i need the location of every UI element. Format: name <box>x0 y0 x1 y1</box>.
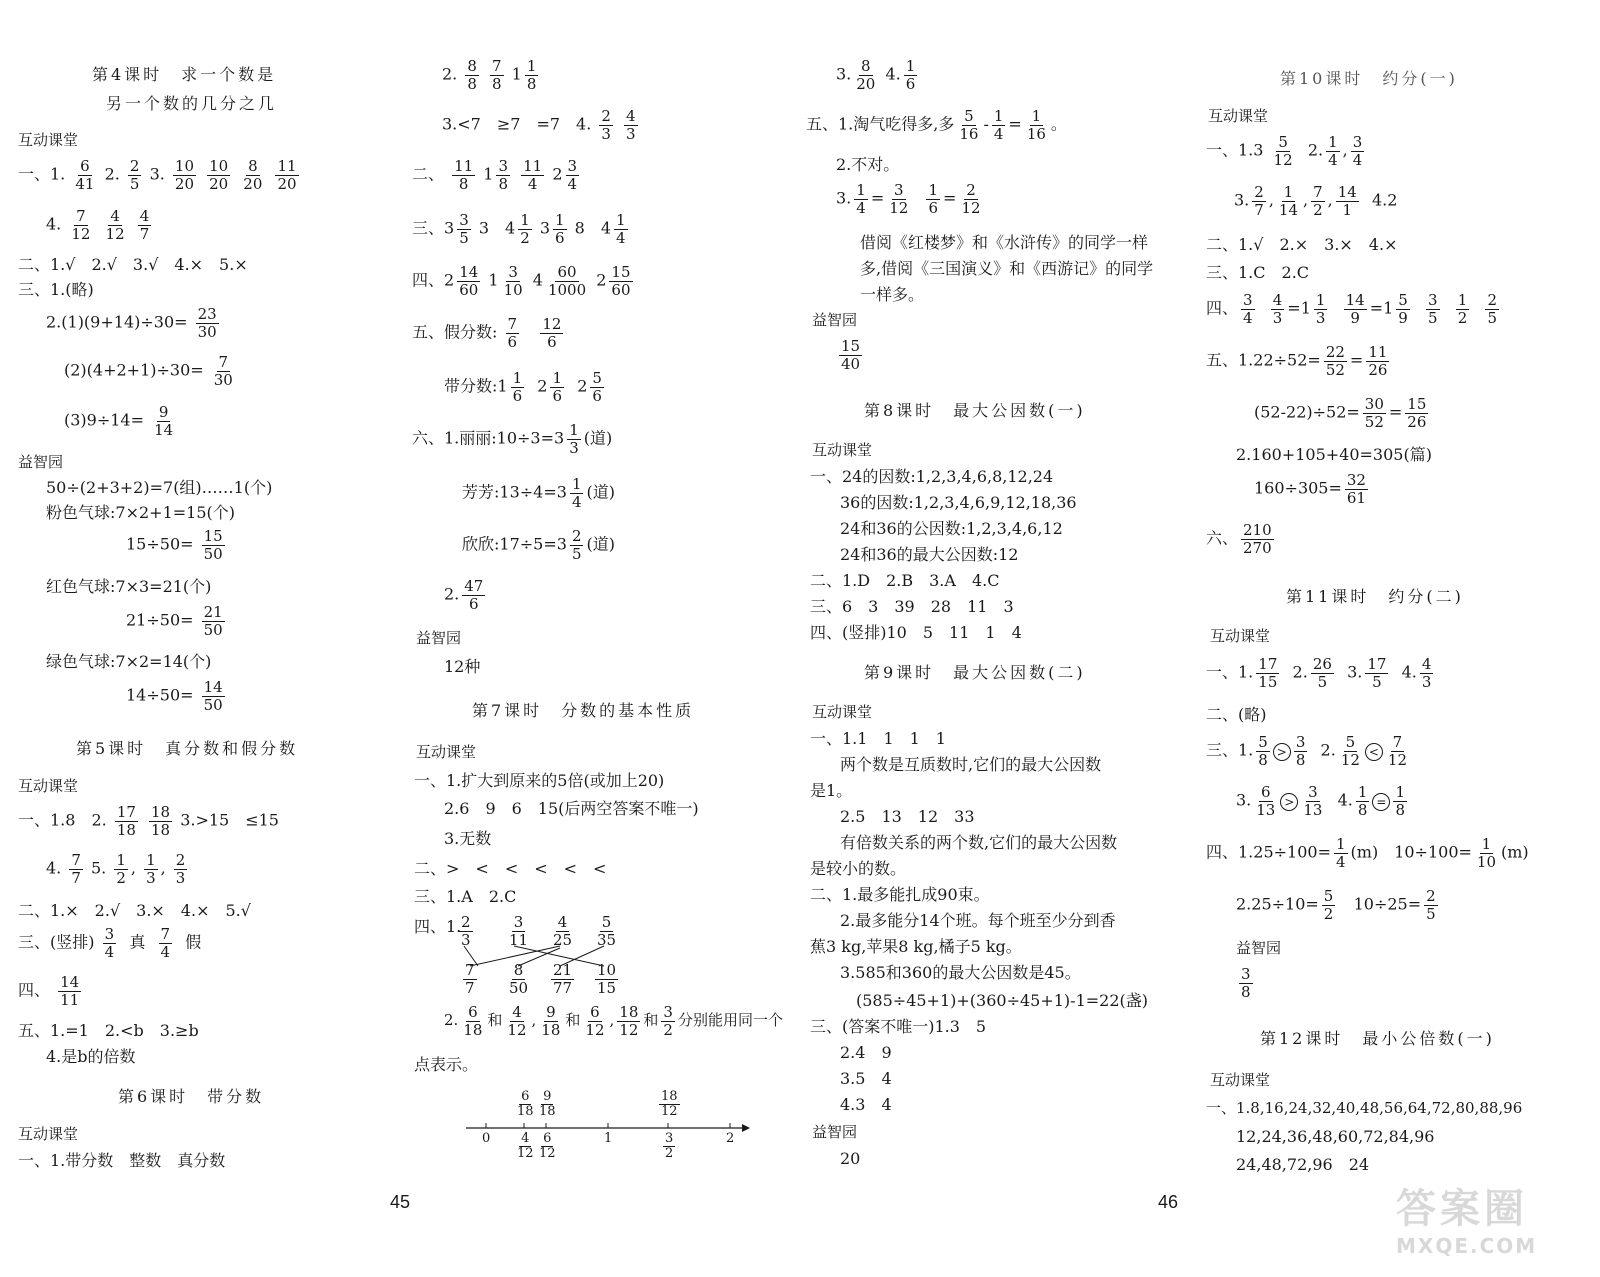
section-header: 互动课堂 <box>812 441 873 459</box>
answer-line: 4.是b的倍数 <box>46 1047 136 1066</box>
answer-line: 一、1.8,16,24,32,40,48,56,64,72,80,88,96 <box>1206 1099 1523 1117</box>
answer-line: 四、 $\frac{3}{4}$ $\frac{4}{3}$ =1 $\frac{1}{3}$ $\frac{14}{9}$ =1 $\frac{5}{9}$ $\frac{3}{5}$ $\frac{1}{2}$ $\frac{2}{5}$ <box>1206 291 1497 327</box>
answer-line: 四、1.25÷100= $\frac{1}{4}$ (m) 10÷100= $\frac{1}{10}$ (m) <box>1206 835 1529 871</box>
answer-line: 2.25÷10= $\frac{5}{2}$ 10÷25= $\frac{2}{5}$ <box>1236 887 1436 923</box>
answer-line: 一、1.带分数 整数 真分数 <box>18 1151 226 1170</box>
answer-line: (2)(4+2+1)÷30= $\frac{7}{30}$ <box>64 353 233 389</box>
section-header: 互动课堂 <box>18 1125 79 1143</box>
answer-line: 粉色气球:7×2+1=15(个) <box>46 503 235 522</box>
page-number-left: 45 <box>390 1192 411 1212</box>
match-bot-1: $\frac{7}{7}$ <box>465 961 475 997</box>
answer-line: 三、1.(略) <box>18 280 94 299</box>
match-bot-3: $\frac{21}{77}$ <box>553 961 573 997</box>
answer-line: 三、(答案不唯一)1.3 5 <box>810 1017 987 1036</box>
answer-line: 50÷(2+3+2)=7(组)……1(个) <box>46 478 273 497</box>
answer-line: 160÷305= $\frac{32}{61}$ <box>1254 471 1366 507</box>
lesson-11-title: 第11课时 约分(二) <box>1286 587 1464 606</box>
matching-diagram <box>456 913 626 997</box>
answer-line: 一、1.1 1 1 1 <box>810 729 946 748</box>
answer-line: 带分数:1 $\frac{1}{6}$ 2 $\frac{1}{6}$ 2 $\frac{5}{6}$ <box>444 369 602 405</box>
answer-line: 2.4 9 <box>840 1043 892 1062</box>
answer-line: $\frac{15}{40}$ <box>841 337 861 373</box>
answer-line: 3.585和360的最大公因数是45。 <box>840 963 1081 982</box>
tick-label-1: 1 <box>604 1131 613 1146</box>
answer-line: 芳芳:13÷4=3 $\frac{1}{4}$ (道) <box>462 475 615 511</box>
answer-line: 14÷50= $\frac{14}{50}$ <box>126 678 223 714</box>
answer-line: 3. $\frac{8}{20}$ 4. $\frac{1}{6}$ <box>836 57 916 93</box>
answer-line: $\frac{3}{8}$ <box>1241 965 1251 1001</box>
answer-line: 绿色气球:7×2=14(个) <box>46 652 212 671</box>
match-top-2: $\frac{3}{11}$ <box>509 913 529 949</box>
match-top-4: $\frac{5}{35}$ <box>597 913 617 949</box>
right-page <box>800 0 1600 1277</box>
nl-bot-label: $\frac{4}{12}$ <box>517 1131 534 1162</box>
answer-line: 一、1.3 $\frac{5}{12}$ 2. $\frac{1}{4}$ , $\frac{3}{4}$ <box>1206 133 1363 169</box>
section-header: 益智园 <box>416 629 462 647</box>
section-header: 互动课堂 <box>1210 1071 1271 1089</box>
answer-line: 点表示。 <box>414 1055 479 1074</box>
answer-line: (585÷45+1)+(360÷45+1)-1=22(盏) <box>856 991 1148 1010</box>
answer-line: 两个数是互质数时,它们的最大公因数 <box>840 755 1102 774</box>
answer-line: 21÷50= $\frac{21}{50}$ <box>126 603 223 639</box>
answer-line: 20 <box>840 1149 861 1168</box>
lesson-5-title: 第5课时 真分数和假分数 <box>76 739 299 758</box>
answer-line: 一、1.8 2. $\frac{17}{18}$ $\frac{18}{18}$ 3.>15 ≤15 <box>18 803 279 839</box>
page-number-right: 46 <box>1158 1192 1179 1212</box>
lesson-7-title: 第7课时 分数的基本性质 <box>472 701 695 720</box>
watermark-en: MXQE.COM <box>1396 1234 1538 1258</box>
answer-line: 四、 $\frac{14}{11}$ <box>18 973 80 1009</box>
compare-circle: > <box>1273 743 1291 761</box>
compare-circle: < <box>1365 743 1383 761</box>
answer-line: 24和36的公因数:1,2,3,4,6,12 <box>840 519 1063 538</box>
answer-line: 二、1.× 2.√ 3.× 4.× 5.√ <box>18 901 251 920</box>
answer-line: 4.3 4 <box>840 1095 892 1114</box>
answer-line: 六、1.丽丽:10÷3=3 $\frac{1}{3}$ (道) <box>412 421 613 457</box>
nl-top-label: $\frac{6}{18}$ <box>517 1089 534 1120</box>
answer-line: 蕉3 kg,苹果8 kg,橘子5 kg。 <box>810 937 1022 956</box>
answer-line: 五、1.=1 2.<b 3.≥b <box>18 1021 199 1040</box>
section-header: 互动课堂 <box>812 703 873 721</box>
answer-line: 借阅《红楼梦》和《水浒传》的同学一样 <box>860 233 1149 252</box>
answer-line: 3.<7 ≥7 =7 4. $\frac{2}{3}$ $\frac{4}{3}$ <box>442 107 636 143</box>
answer-line: 12,24,36,48,60,72,84,96 <box>1236 1127 1435 1146</box>
answer-line: 24和36的最大公因数:12 <box>840 545 1019 564</box>
watermark <box>1396 1177 1576 1257</box>
answer-line: 四、(竖排)10 5 11 1 4 <box>810 623 1022 642</box>
answer-line: 六、 $\frac{210}{270}$ <box>1206 521 1272 557</box>
answer-line: 15÷50= $\frac{15}{50}$ <box>126 527 223 563</box>
answer-line: 三、6 3 39 28 11 3 <box>810 597 1014 616</box>
answer-line: 3. $\frac{2}{7}$ , $\frac{1}{14}$ , $\frac{7}{2}$ , $\frac{14}{1}$ 4.2 <box>1234 183 1398 219</box>
lesson-10-title: 第10课时 约分(一) <box>1280 69 1458 88</box>
answer-line: 一样多。 <box>860 285 925 304</box>
lesson-8-title: 第8课时 最大公因数(一) <box>864 401 1086 420</box>
answer-line: (3)9÷14= $\frac{9}{14}$ <box>64 403 174 439</box>
answer-line: 是1。 <box>810 781 853 800</box>
answer-line: 2.(1)(9+14)÷30= $\frac{23}{30}$ <box>46 305 217 341</box>
answer-line: 一、1. $\frac{6}{41}$ 2. $\frac{2}{5}$ 3. $\frac{10}{20}$ $\frac{10}{20}$ $\frac{8}{20}$ $\frac{11}{20}$ <box>18 157 297 193</box>
answer-line: 24,48,72,96 24 <box>1236 1155 1370 1174</box>
answer-line: 2. $\frac{47}{6}$ <box>444 577 484 613</box>
answer-line: 2.最多能分14个班。每个班至少分到香 <box>840 911 1116 930</box>
answer-line: 一、24的因数:1,2,3,4,6,8,12,24 <box>810 467 1054 486</box>
nl-top-label: $\frac{18}{12}$ <box>661 1089 678 1120</box>
match-bot-4: $\frac{10}{15}$ <box>597 961 617 997</box>
section-header: 互动课堂 <box>1210 627 1271 645</box>
tick-label-2: 2 <box>726 1131 735 1146</box>
section-header: 互动课堂 <box>18 777 79 795</box>
answer-line: 3.5 4 <box>840 1069 892 1088</box>
answer-line: 五、1.淘气吃得多,多 $\frac{5}{16}$ - $\frac{1}{4}$ = $\frac{1}{16}$ 。 <box>806 107 1067 143</box>
number-line <box>462 1090 752 1166</box>
answer-line: 2.5 13 12 33 <box>840 807 975 826</box>
lesson-4-title-line1: 第4课时 求一个数是 <box>92 65 277 84</box>
answer-line: 四、2 $\frac{14}{60}$ 1 $\frac{3}{10}$ 4 $\frac{60}{1000}$ 2 $\frac{15}{60}$ <box>412 263 631 299</box>
answer-line: 是较小的数。 <box>810 859 907 878</box>
section-header: 互动课堂 <box>416 743 477 761</box>
match-top-3: $\frac{4}{25}$ <box>553 913 573 949</box>
answer-line: 红色气球:7×3=21(个) <box>46 577 212 596</box>
answer-line: (52-22)÷52= $\frac{30}{52}$ = $\frac{15}{26}$ <box>1254 395 1427 431</box>
answer-line: 一、1.扩大到原来的5倍(或加上20) <box>414 771 665 790</box>
answer-line: 三、1.A 2.C <box>414 887 517 906</box>
answer-line: 多,借阅《三国演义》和《西游记》的同学 <box>860 259 1154 278</box>
nl-top-label: $\frac{9}{18}$ <box>539 1089 556 1120</box>
answer-line: 三、3 $\frac{3}{5}$ 3 4 $\frac{1}{2}$ 3 $\frac{1}{6}$ 8 4 $\frac{1}{4}$ <box>412 211 626 247</box>
answer-line: 3.无数 <box>444 829 492 848</box>
lesson-4-title-line2: 另一个数的几分之几 <box>106 94 278 113</box>
section-header: 益智园 <box>18 453 64 471</box>
axis-arrow <box>742 1124 750 1132</box>
answer-line: 2. $\frac{6}{18}$ 和 $\frac{4}{12}$ , $\frac{9}{18}$ 和 $\frac{6}{12}$ , $\frac{18}{12}$ 和 $\frac{3}{2}$ 分别能用同一个 <box>444 1003 783 1039</box>
lesson-6-title: 第6课时 带分数 <box>118 1087 265 1106</box>
nl-bot-label: $\frac{3}{2}$ <box>665 1131 674 1162</box>
answer-line: 12种 <box>444 657 481 676</box>
lesson-12-title: 第12课时 最小公倍数(一) <box>1260 1029 1495 1048</box>
answer-line: 二、> < < < < < <box>414 859 607 878</box>
answer-line: 36的因数:1,2,3,4,6,9,12,18,36 <box>840 493 1077 512</box>
answer-line: 二、1.D 2.B 3.A 4.C <box>810 571 1000 590</box>
match-bot-2: $\frac{8}{50}$ <box>509 961 529 997</box>
answer-line: 4. $\frac{7}{12}$ $\frac{4}{12}$ $\frac{4}{7}$ <box>46 207 150 243</box>
nl-bot-label: $\frac{6}{12}$ <box>539 1131 556 1162</box>
watermark-cn: 答案圈 <box>1396 1186 1528 1232</box>
answer-line: 五、1.22÷52= $\frac{22}{52}$ = $\frac{11}{26}$ <box>1206 343 1388 379</box>
answer-line: 4. $\frac{7}{7}$ 5. $\frac{1}{2}$ , $\frac{1}{3}$ , $\frac{2}{3}$ <box>46 851 186 887</box>
answer-line: 五、假分数: $\frac{7}{6}$ $\frac{12}{6}$ <box>412 315 562 351</box>
answer-line: 2.6 9 6 15(后两空答案不唯一) <box>444 799 699 818</box>
answer-line: 2.160+105+40=305(篇) <box>1236 445 1432 464</box>
answer-line: 一、1. $\frac{17}{15}$ 2. $\frac{26}{5}$ 3. $\frac{17}{5}$ 4. $\frac{4}{3}$ <box>1206 655 1432 691</box>
section-header: 互动课堂 <box>18 131 79 149</box>
answer-line: 二、1.最多能扎成90束。 <box>810 885 990 904</box>
answer-line: 2.不对。 <box>836 155 900 174</box>
answer-line: 欣欣:17÷5=3 $\frac{2}{5}$ (道) <box>462 527 615 563</box>
answer-line: 二、(略) <box>1206 705 1267 724</box>
section-header: 益智园 <box>812 311 858 329</box>
answer-line: 三、(竖排) $\frac{3}{4}$ 真 $\frac{7}{4}$ 假 <box>18 925 202 961</box>
answer-line: 有倍数关系的两个数,它们的最大公因数 <box>840 833 1118 852</box>
answer-line: 3. $\frac{6}{13}$ > $\frac{3}{13}$ 4. $\frac{1}{8}$ = $\frac{1}{8}$ <box>1236 783 1405 819</box>
section-header: 益智园 <box>812 1123 858 1141</box>
answer-line: 二、 $\frac{11}{8}$ 1 $\frac{3}{8}$ $\frac{11}{4}$ 2 $\frac{3}{4}$ <box>412 157 578 193</box>
section-header: 互动课堂 <box>1208 107 1269 125</box>
tick-label-0: 0 <box>482 1131 491 1146</box>
answer-line: 二、1.√ 2.√ 3.√ 4.× 5.× <box>18 255 248 274</box>
answer-line: 三、1. $\frac{5}{8}$ > $\frac{3}{8}$ 2. $\frac{5}{12}$ < $\frac{7}{12}$ <box>1206 733 1407 769</box>
answer-line: 2. $\frac{8}{8}$ $\frac{7}{8}$ 1 $\frac{1}{8}$ <box>442 57 537 93</box>
answer-line: 二、1.√ 2.× 3.× 4.× <box>1206 235 1398 254</box>
lesson-9-title: 第9课时 最大公因数(二) <box>864 663 1086 682</box>
match-top-1: $\frac{2}{3}$ <box>461 913 471 949</box>
compare-circle: = <box>1372 793 1390 811</box>
number-line-axis <box>462 1090 752 1166</box>
section-header: 益智园 <box>1236 939 1282 957</box>
compare-circle: > <box>1280 793 1298 811</box>
answer-line: 三、1.C 2.C <box>1206 263 1310 282</box>
answer-line: 3. $\frac{1}{4}$ = $\frac{3}{12}$ $\frac{1}{6}$ = $\frac{2}{12}$ <box>836 181 981 217</box>
answer-line: 四、1. <box>414 917 462 936</box>
